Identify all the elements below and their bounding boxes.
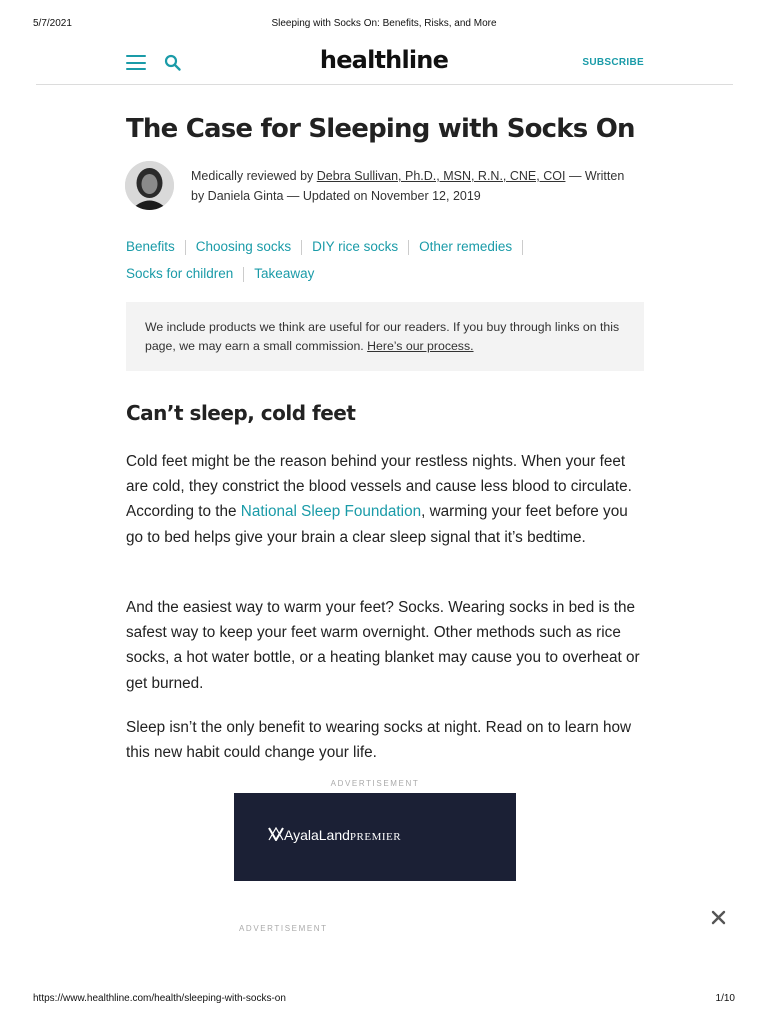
paragraph-1-before: Cold feet might be the reason behind your restless nights. When your feet are cold, they constrict the blood vessels and cause less blood to circulate. According to the [126,453,632,521]
toc-diy-rice-socks[interactable]: DIY rice socks [312,239,399,254]
byline-prefix: Medically reviewed by [191,169,314,183]
subscribe-link[interactable]: SUBSCRIBE [582,57,644,68]
ad-banner[interactable] [234,793,516,881]
toc-separator [185,240,186,255]
ad-brand-sub: PREMIER [349,831,402,843]
reviewer-link[interactable]: Debra Sullivan, Ph.D., MSN, R.N., CNE, COI [316,169,566,183]
affiliate-disclaimer [126,302,644,371]
toc-benefits[interactable]: Benefits [126,239,175,254]
advertisement-label: ADVERTISEMENT [330,779,420,788]
paragraph-2: And the easiest way to warm your feet? Socks. Wearing socks in bed is the safest way to keep your feet warm overnight. Other methods such as rice socks, a hot water bottle, or a heating blanket may cause you to overheat or get burned. [126,599,640,692]
reviewer-avatar [125,161,174,210]
table-of-contents [126,233,646,287]
print-page-number: 1/10 [715,993,735,1004]
toc-separator [522,240,523,255]
our-process-link[interactable]: Here’s our process. [367,339,474,353]
toc-takeaway[interactable]: Takeaway [254,266,315,281]
byline-written: — Written [568,169,625,183]
toc-other-remedies[interactable]: Other remedies [419,239,513,254]
print-document-title: Sleeping with Socks On: Benefits, Risks, and More [271,18,497,29]
toc-choosing-socks[interactable]: Choosing socks [195,239,292,254]
article-title: The Case for Sleeping with Socks On [126,114,635,144]
section-heading: Can’t sleep, cold feet [126,401,356,425]
toc-separator [243,267,244,282]
toc-socks-for-children[interactable]: Socks for children [126,266,234,281]
close-icon[interactable] [710,909,727,926]
byline [191,166,641,206]
toc-separator [408,240,409,255]
ad-brand-name: AyalaLand [284,827,350,843]
healthline-logo[interactable]: healthline [319,46,449,74]
disclaimer-text: We include products we think are useful for our readers. If you buy through links on this page, we may earn a small commission. [145,320,620,353]
advertisement-label-2: ADVERTISEMENT [239,924,328,933]
byline-author: by Daniela Ginta — Updated on November 12, 2019 [191,189,481,203]
paragraph-1-after: , warming your feet before you go to bed helps give your brain a clear sleep signal that it’s bedtime. [126,503,628,546]
toc-separator [301,240,302,255]
paragraph-1 [126,449,646,550]
national-sleep-foundation-link[interactable]: National Sleep Foundation [240,503,422,521]
print-url: https://www.healthline.com/health/sleeping-with-socks-on [33,993,286,1004]
ad-brand-logo [268,827,401,843]
paragraph-3: Sleep isn’t the only benefit to wearing socks at night. Read on to learn how this new habit could change your life. [126,719,632,762]
ad-brand-mark-icon [268,827,284,841]
print-date: 5/7/2021 [33,18,72,29]
header-divider [36,84,733,85]
